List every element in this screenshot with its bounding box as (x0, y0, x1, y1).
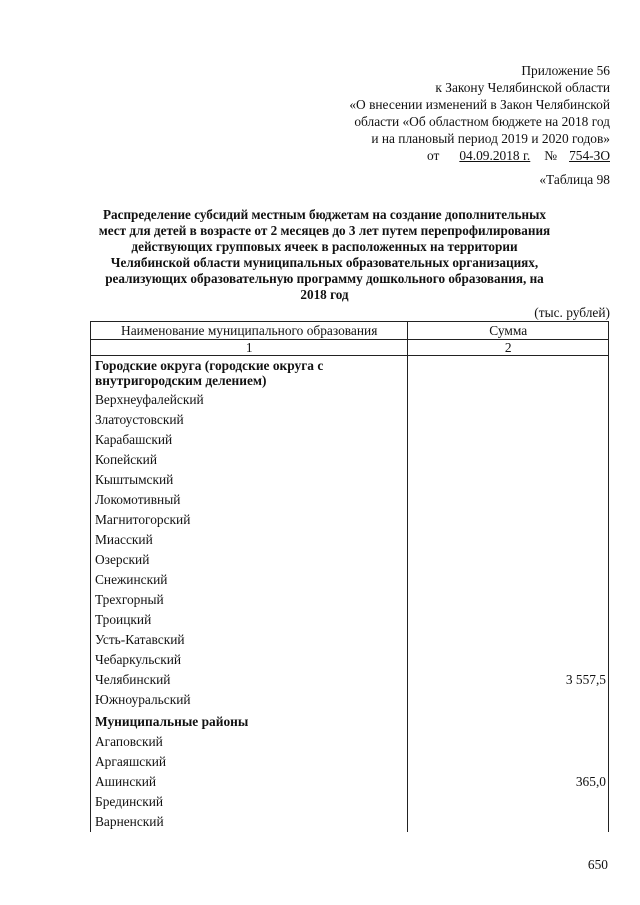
table-row (91, 530, 609, 550)
sum-cell (408, 470, 609, 490)
group-name-cell: Муниципальные районы (91, 710, 408, 732)
sum-cell (408, 550, 609, 570)
table-row (91, 650, 609, 670)
appendix-line: «О внесении изменений в Закон Челябинской (349, 97, 610, 112)
sum-cell (408, 710, 609, 732)
sum-cell (408, 590, 609, 610)
column-number: 1 (91, 340, 408, 356)
municipality-name-cell: Снежинский (91, 570, 408, 590)
sum-cell: 3 557,5 (408, 670, 609, 690)
sum-cell (408, 356, 609, 391)
column-number-row (91, 340, 609, 356)
municipality-name-cell: Златоустовский (91, 410, 408, 430)
table-row (91, 570, 609, 590)
municipality-name-cell: Карабашский (91, 430, 408, 450)
sum-cell (408, 812, 609, 832)
column-number: 2 (408, 340, 609, 356)
municipality-name-cell: Верхнеуфалейский (91, 390, 408, 410)
sum-cell (408, 530, 609, 550)
ref-number: 754-ЗО (569, 148, 610, 163)
table-row (91, 410, 609, 430)
appendix-line: к Закону Челябинской области (435, 80, 610, 95)
ref-date: 04.09.2018 г. (459, 148, 531, 163)
document-title: Распределение субсидий местным бюджетам на создание дополнительных мест для детей в возрасте от 2 месяцев до 3 лет путем перепрофилирования действующих групповых ячеек в расположенных на территории Челябинской области муниципальных образовательных организациях, реализующих образовательную программу дошкольного образования, на 2018 год (98, 207, 551, 302)
municipality-name-cell: Брединский (91, 792, 408, 812)
sum-cell (408, 570, 609, 590)
table-group-row (91, 356, 609, 391)
table-row (91, 630, 609, 650)
sum-cell (408, 690, 609, 710)
municipality-name-cell: Магнитогорский (91, 510, 408, 530)
municipality-name-cell: Миасский (91, 530, 408, 550)
sum-cell (408, 430, 609, 450)
table-reference: «Таблица 98 (539, 172, 610, 187)
table-row (91, 752, 609, 772)
appendix-line: Приложение 56 (521, 63, 610, 78)
appendix-line: области «Об областном бюджете на 2018 год (354, 114, 610, 129)
municipality-name-cell: Челябинский (91, 670, 408, 690)
sum-cell (408, 610, 609, 630)
sum-cell (408, 390, 609, 410)
table-group-row (91, 710, 609, 732)
municipality-name-cell: Кыштымский (91, 470, 408, 490)
table-row (91, 490, 609, 510)
sum-cell (408, 450, 609, 470)
municipality-name-cell: Аргаяшский (91, 752, 408, 772)
table-row (91, 510, 609, 530)
municipality-name-cell: Трехгорный (91, 590, 408, 610)
municipality-name-cell: Ашинский (91, 772, 408, 792)
law-reference (280, 147, 610, 164)
sum-cell (408, 650, 609, 670)
municipality-name-cell: Троицкий (91, 610, 408, 630)
municipality-name-cell: Копейский (91, 450, 408, 470)
table-row (91, 792, 609, 812)
municipality-name-cell: Озерский (91, 550, 408, 570)
sum-cell (408, 510, 609, 530)
sum-cell (408, 752, 609, 772)
municipality-name-cell: Варненский (91, 812, 408, 832)
sum-cell: 365,0 (408, 772, 609, 792)
sum-cell (408, 630, 609, 650)
table-row (91, 430, 609, 450)
group-name-cell: Городские округа (городские округа с внутригородским делением) (91, 356, 408, 391)
municipality-name-cell: Локомотивный (91, 490, 408, 510)
ref-ot-label: от (426, 148, 440, 163)
municipality-name-cell: Агаповский (91, 732, 408, 752)
table-row (91, 690, 609, 710)
table-row (91, 550, 609, 570)
table-row (91, 390, 609, 410)
units-label: (тыс. рублей) (534, 305, 610, 320)
municipality-name-cell: Чебаркульский (91, 650, 408, 670)
table-row (91, 590, 609, 610)
sum-cell (408, 732, 609, 752)
municipality-name-cell: Усть-Катавский (91, 630, 408, 650)
page-number: 650 (587, 857, 608, 872)
table-row (91, 470, 609, 490)
table-row (91, 812, 609, 832)
table-row (91, 450, 609, 470)
ref-num-sign: № (544, 148, 558, 163)
appendix-header (280, 62, 610, 164)
column-header-name: Наименование муниципального образования (91, 322, 408, 340)
sum-cell (408, 410, 609, 430)
table-row (91, 610, 609, 630)
table-row (91, 732, 609, 752)
sum-cell (408, 792, 609, 812)
column-header-sum: Сумма (408, 322, 609, 340)
table-row (91, 670, 609, 690)
subsidy-table (90, 321, 609, 832)
sum-cell (408, 490, 609, 510)
municipality-name-cell: Южноуральский (91, 690, 408, 710)
table-row (91, 772, 609, 792)
appendix-line: и на плановый период 2019 и 2020 годов» (371, 131, 610, 146)
